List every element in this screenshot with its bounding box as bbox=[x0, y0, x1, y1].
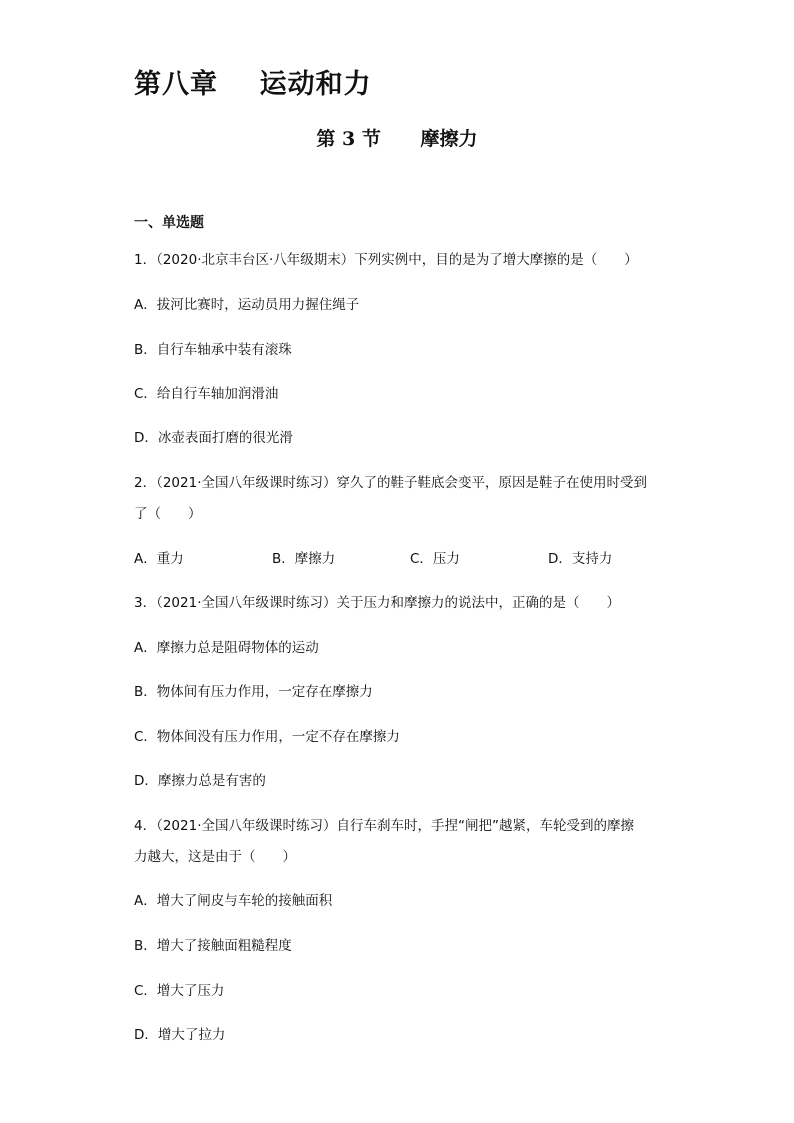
option-c: C．给自行车轴加润滑油 bbox=[134, 386, 279, 402]
option-c: C．增大了压力 bbox=[134, 983, 225, 999]
question-stem: 3．（2021·全国八年级课时练习）关于压力和摩擦力的说法中，正确的是（ ） bbox=[134, 595, 620, 611]
option-a: A．增大了闸皮与车轮的接触面积 bbox=[134, 893, 333, 909]
section-title: 第 3 节 摩擦力 bbox=[316, 128, 478, 150]
option-d: D．冰壶表面打磨的很光滑 bbox=[134, 430, 293, 446]
section-heading: 一、单选题 bbox=[134, 215, 204, 231]
chapter-title: 第八章 运动和力 bbox=[134, 69, 372, 100]
option-d: D．摩擦力总是有害的 bbox=[134, 773, 266, 789]
option-a: A．拔河比赛时，运动员用力握住绳子 bbox=[134, 297, 360, 313]
option-b: B．自行车轴承中装有滚珠 bbox=[134, 342, 292, 358]
option-b: B．增大了接触面粗糙程度 bbox=[134, 938, 292, 954]
option-d: D．支持力 bbox=[548, 551, 613, 567]
question-stem: 4．（2021·全国八年级课时练习）自行车刹车时，手捏“闸把”越紧，车轮受到的摩擦 bbox=[134, 818, 634, 834]
option-c: C．物体间没有压力作用，一定不存在摩擦力 bbox=[134, 729, 400, 745]
option-d: D．增大了拉力 bbox=[134, 1027, 226, 1043]
option-a: A．摩擦力总是阻碍物体的运动 bbox=[134, 640, 319, 656]
question-stem-continued: 了（ ） bbox=[134, 506, 202, 522]
option-b: B．摩擦力 bbox=[272, 551, 336, 567]
question-stem: 1．（2020·北京丰台区·八年级期末）下列实例中，目的是为了增大摩擦的是（ ） bbox=[134, 252, 638, 268]
option-a: A．重力 bbox=[134, 551, 184, 567]
option-b: B．物体间有压力作用，一定存在摩擦力 bbox=[134, 684, 373, 700]
question-stem: 2．（2021·全国八年级课时练习）穿久了的鞋子鞋底会变平，原因是鞋子在使用时受到 bbox=[134, 475, 647, 491]
option-c: C．压力 bbox=[410, 551, 460, 567]
question-stem-continued: 力越大，这是由于（ ） bbox=[134, 849, 296, 865]
